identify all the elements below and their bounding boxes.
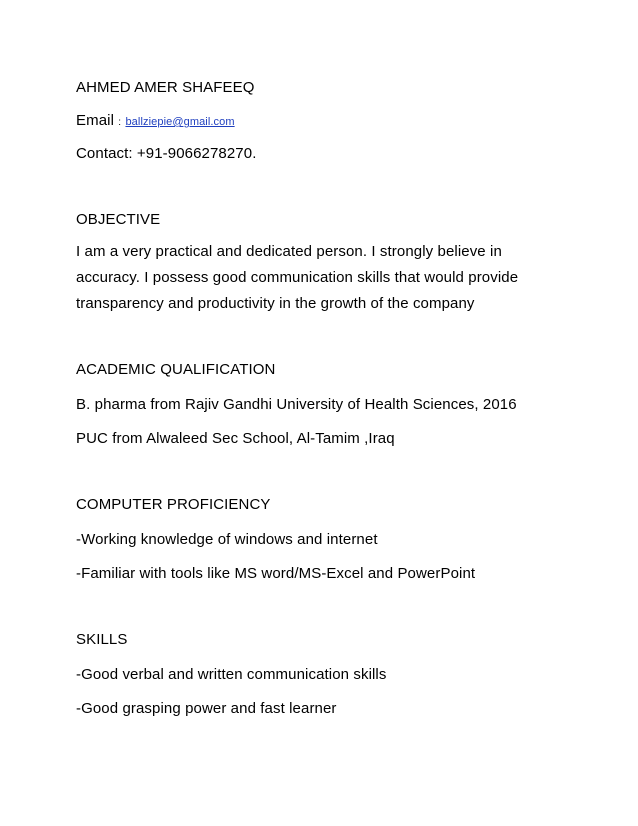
objective-line-3: transparency and productivity in the growth of the company <box>76 295 475 312</box>
objective-heading: OBJECTIVE <box>76 211 161 228</box>
academic-heading: ACADEMIC QUALIFICATION <box>76 361 276 378</box>
computer-item-1: -Working knowledge of windows and internet <box>76 531 378 548</box>
email-line <box>76 112 235 132</box>
skills-item-2: -Good grasping power and fast learner <box>76 700 337 717</box>
email-label: Email <box>76 112 115 129</box>
email-separator: : <box>118 117 122 128</box>
contact-line: Contact: +91-9066278270. <box>76 145 257 162</box>
academic-item-2: PUC from Alwaleed Sec School, Al-Tamim ,Iraq <box>76 430 395 447</box>
skills-item-1: -Good verbal and written communication skills <box>76 666 387 683</box>
candidate-name: AHMED AMER SHAFEEQ <box>76 79 255 96</box>
objective-line-1: I am a very practical and dedicated person. I strongly believe in <box>76 243 502 260</box>
academic-item-1: B. pharma from Rajiv Gandhi University of Health Sciences, 2016 <box>76 396 517 413</box>
skills-heading: SKILLS <box>76 631 128 648</box>
email-link[interactable]: ballziepie@gmail.com <box>125 116 235 128</box>
objective-line-2: accuracy. I possess good communication skills that would provide <box>76 269 519 286</box>
computer-item-2: -Familiar with tools like MS word/MS-Excel and PowerPoint <box>76 565 476 582</box>
computer-heading: COMPUTER PROFICIENCY <box>76 496 271 513</box>
